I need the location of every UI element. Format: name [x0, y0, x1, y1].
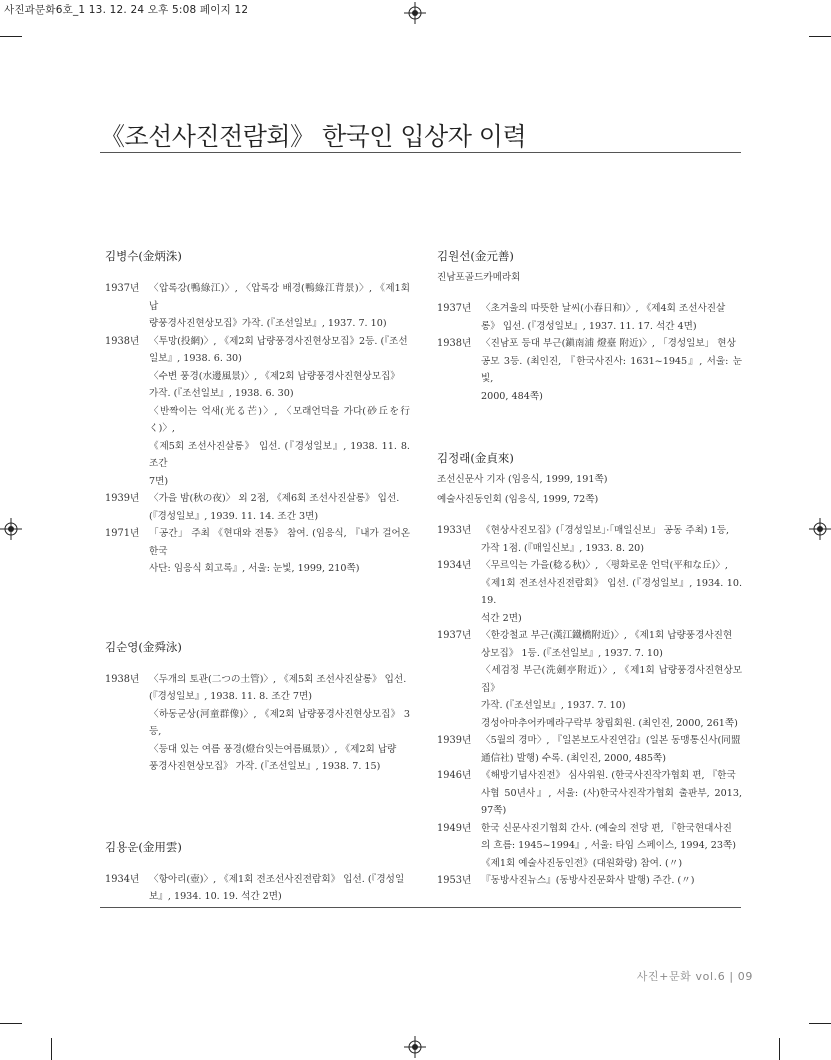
entry-line: 가작. (『조선일보』, 1937. 7. 10)	[481, 700, 626, 711]
page-title: 《조선사진전람회》 한국인 입상자 이력	[100, 122, 527, 151]
entry-line: 《현상사진모집》(「경성일보」·「매일신보」 공동 주최) 1등,	[481, 525, 730, 536]
entry-year: 1937년	[437, 630, 472, 641]
registration-mark-icon	[404, 2, 426, 24]
entry-line: 〈수변 풍경(水邊風景)〉, 《제2회 납량풍경사진현상모집》	[149, 370, 400, 382]
registration-mark-icon	[0, 518, 22, 540]
person-section	[105, 837, 410, 906]
entry-text	[149, 490, 410, 525]
history-entry	[437, 820, 742, 873]
section-gap	[437, 405, 742, 445]
entry-line: 의 흐름: 1945~1994』, 서울: 타임 스페이스, 1994, 23쪽)	[481, 840, 736, 851]
entry-year: 1939년	[105, 493, 140, 504]
spacer	[437, 288, 742, 300]
entry-line: 공모 3등. (최인진, 『한국사진사: 1631~1945』, 서울: 눈빛,	[481, 355, 742, 384]
entry-line: 〈항아리(壺)〉, 《제1회 전조선사진전람회》 입선. (『경성일	[149, 873, 405, 885]
history-entry	[105, 871, 410, 906]
entry-line: 〈세검정 부근(洗劍亭附近)〉, 《제1회 납량풍경사진현상모집》	[481, 665, 742, 694]
spacer	[105, 659, 410, 671]
entry-line: 〈투망(投網)〉, 《제2회 납량풍경사진현상모집》2등. (『조선	[149, 335, 408, 347]
entry-line: 《제1회 전조선사진전람회》 입선. (『경성일보』, 1934. 10. 19.	[481, 577, 742, 606]
entry-text	[481, 820, 742, 873]
person-name: 김용운(金用雲)	[105, 839, 182, 854]
page-footer: 사진+문화 vol.6 | 09	[636, 970, 753, 983]
entry-line: (『경성일보』, 1939. 11. 14. 조간 3면)	[149, 510, 319, 522]
entry-year: 1939년	[437, 735, 472, 746]
entry-text	[481, 522, 742, 557]
bottom-rule	[100, 907, 741, 908]
history-entry	[105, 490, 410, 525]
entry-line: 2000, 484쪽)	[481, 390, 543, 402]
entry-line: 〈5월의 경마〉, 『일본보도사진연감』(일본 동맹통신사(同盟	[481, 735, 741, 746]
registration-mark-icon	[809, 518, 831, 540]
entry-line: 〈반짝이는 억새(光る芒)〉, 〈모래언덕을 가다(砂丘を行く)〉,	[149, 405, 410, 434]
entry-line: 〈압록강(鴨綠江)〉, 〈압록강 배경(鴨綠江背景)〉, 《제1회 납	[149, 283, 410, 312]
crop-mark	[0, 36, 22, 37]
entry-line: 〈진남포 등대 부근(鎭南浦 燈臺 附近)〉, 「경성일보」 현상	[481, 338, 736, 349]
person-name: 김병수(金炳洙)	[105, 249, 182, 263]
entry-year: 1937년	[105, 283, 140, 294]
crop-mark	[779, 1038, 780, 1060]
history-entry	[437, 732, 742, 767]
left-column	[105, 243, 410, 906]
entry-year: 1938년	[105, 335, 140, 347]
entry-text	[481, 300, 742, 335]
entry-year: 1933년	[437, 525, 472, 536]
entry-line: 량풍경사진현상모집》가작. (『조선일보』, 1937. 7. 10)	[149, 318, 387, 329]
history-entry	[437, 557, 742, 627]
entry-line: 〈하동군상(河童群像)〉, 《제2회 납량풍경사진현상모집》 3등,	[149, 708, 410, 737]
history-entry	[105, 333, 410, 491]
entry-text	[149, 525, 410, 578]
entry-text	[481, 732, 742, 767]
history-entry	[437, 522, 742, 557]
entry-line: 한국 신문사진기협회 간사. (예술의 전당 편, 『한국현대사진	[481, 822, 732, 834]
history-entry	[437, 300, 742, 335]
history-entry	[105, 671, 410, 776]
entry-line: 사단: 임응식 회고록』, 서울: 눈빛, 1999, 210쪽)	[149, 563, 360, 574]
crop-mark	[809, 36, 831, 37]
entry-year: 1946년	[437, 770, 472, 781]
entry-year: 1949년	[437, 822, 472, 834]
entry-line: 가작. (『조선일보』, 1938. 6. 30)	[149, 388, 294, 399]
crop-mark	[0, 1023, 22, 1024]
entry-line: 보』, 1934. 10. 19. 석간 2면)	[149, 891, 282, 902]
entry-line: 〈등대 있는 여름 풍경(燈台잇는여름風景)〉, 《제2회 납량	[149, 743, 397, 755]
entry-text	[149, 280, 410, 333]
entry-line: 7면)	[149, 475, 169, 487]
entry-text	[481, 557, 742, 627]
entry-text	[481, 335, 742, 405]
spacer	[437, 510, 742, 522]
entry-year: 1934년	[105, 873, 140, 885]
entry-line: 「공간」 주최 《현대와 전통》 참여. (임응식, 『내가 걸어온 한국	[149, 528, 410, 557]
entry-text	[481, 767, 742, 820]
person-name: 김원선(金元善)	[437, 249, 514, 263]
print-slug-line: 사진과문화6호_1 13. 12. 24 오후 5:08 페이지 12	[4, 4, 249, 16]
entry-year: 1953년	[437, 875, 472, 886]
entry-year: 1934년	[437, 560, 472, 571]
entry-year: 1971년	[105, 528, 140, 539]
entry-line: 일보』, 1938. 6. 30)	[149, 353, 242, 364]
entry-text	[149, 871, 410, 906]
entry-text	[149, 333, 410, 491]
entry-line: 〈두개의 토관(二つの土管)〉, 《제5회 조선사진살롱》 입선.	[149, 673, 407, 685]
history-entry	[437, 767, 742, 820]
person-section	[437, 246, 742, 405]
entry-line: 通信社) 발행) 수록. (최인진, 2000, 485쪽)	[481, 752, 667, 764]
entry-text	[481, 627, 742, 732]
crop-mark	[809, 1023, 831, 1024]
person-section	[105, 637, 410, 776]
entry-line: 《제5회 조선사진살롱》 입선. (『경성일보』, 1938. 11. 8. 조간	[149, 440, 410, 469]
entry-line: 《해방기념사진전》 심사위원. (한국사진작가협회 편, 『한국	[481, 770, 736, 781]
entry-text	[481, 872, 742, 890]
section-gap	[105, 776, 410, 834]
title-rule	[100, 152, 741, 153]
person-section	[105, 246, 410, 578]
registration-mark-icon	[404, 1036, 426, 1058]
person-name: 김정래(金貞來)	[437, 451, 514, 465]
entry-year: 1937년	[437, 303, 472, 314]
entry-year: 1938년	[437, 338, 472, 349]
history-entry	[105, 280, 410, 333]
person-note: 예술사진동인회 (임응식, 1999, 72쪽)	[437, 494, 599, 505]
spacer	[105, 859, 410, 871]
entry-year: 1938년	[105, 673, 140, 685]
entry-text	[149, 671, 410, 776]
history-entry	[105, 525, 410, 578]
person-name: 김순영(金舜泳)	[105, 639, 182, 654]
entry-line: 풍경사진현상모집》 가작. (『조선일보』, 1938. 7. 15)	[149, 761, 381, 772]
entry-line: 가작 1점. (『매일신보』, 1933. 8. 20)	[481, 542, 645, 554]
person-section	[437, 448, 742, 890]
entry-line: 〈한강철교 부근(漢江鐵橋附近)〉, 《제1회 납량풍경사진현	[481, 630, 733, 641]
history-entry	[437, 335, 742, 405]
entry-line: 〈무르익는 가을(稔る秋)〉, 〈평화로운 언덕(平和な丘)〉,	[481, 560, 728, 571]
entry-line: 〈초겨울의 따뜻한 날씨(小春日和)〉, 《제4회 조선사진살	[481, 303, 726, 314]
person-note: 조선신문사 기자 (임응식, 1999, 191쪽)	[437, 474, 608, 485]
spacer	[105, 268, 410, 280]
history-entry	[437, 872, 742, 890]
entry-line: 상모집》 1등. (『조선일보』, 1937. 7. 10)	[481, 647, 663, 659]
entry-line: (『경성일보』, 1938. 11. 8. 조간 7면)	[149, 691, 313, 702]
entry-line: 『동방사진뉴스』(동방사진문화사 발행) 주간. (〃)	[481, 875, 695, 886]
entry-line: 석간 2면)	[481, 612, 522, 624]
right-column	[437, 243, 742, 890]
history-entry	[437, 627, 742, 732]
crop-mark	[51, 1038, 52, 1060]
person-note: 진남포골드카메라회	[437, 272, 521, 283]
entry-line: 경성아마추어카메라구락부 창립회원. (최인진, 2000, 261쪽)	[481, 717, 738, 729]
entry-line: 롱》 입선. (『경성일보』, 1937. 11. 17. 석간 4면)	[481, 320, 697, 332]
entry-line: 사협 50년사』, 서울: (사)한국사진작가협회 출판부, 2013, 97쪽)	[481, 787, 742, 816]
entry-line: 〈가을 밤(秋の夜)〉 외 2점, 《제6회 조선사진살롱》 입선.	[149, 493, 400, 504]
section-gap	[105, 578, 410, 634]
entry-line: 《제1회 예술사진동인전》(대원화랑) 참여. (〃)	[481, 857, 683, 869]
